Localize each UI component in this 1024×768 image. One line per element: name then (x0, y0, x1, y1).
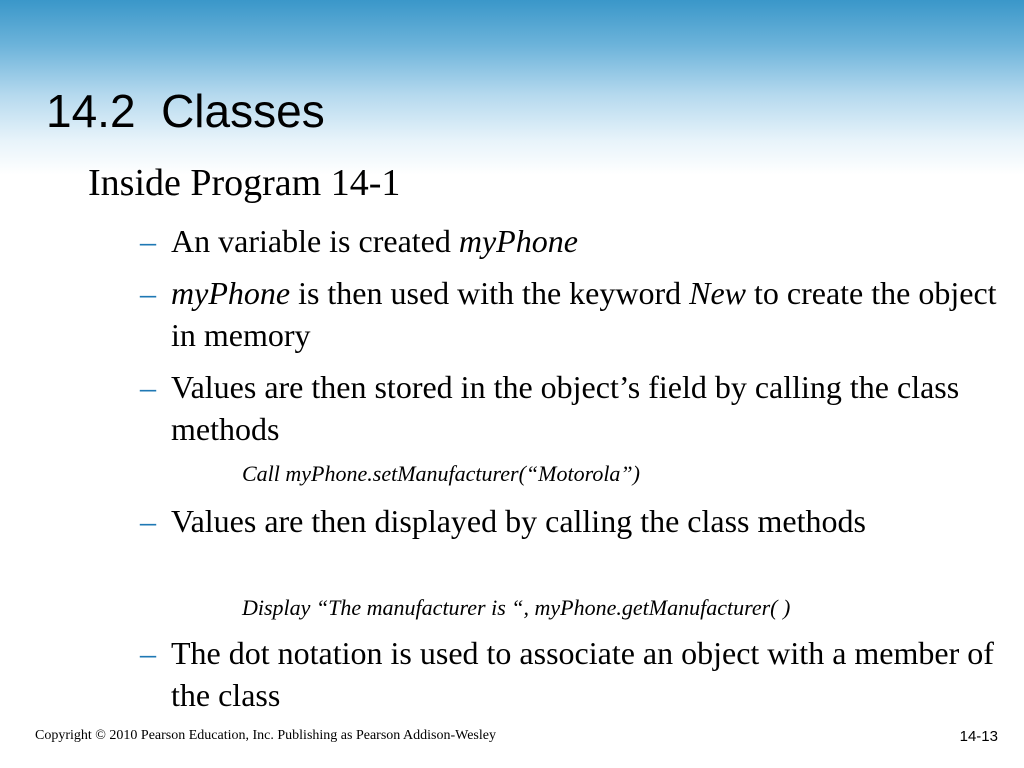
slide-heading: Inside Program 14-1 (88, 162, 401, 204)
bullet-text-part: to create the object in memory (171, 275, 997, 353)
bullet-text: Values are then displayed by calling the class methods (171, 503, 866, 539)
bullet-emphasis: myPhone (458, 223, 578, 259)
bullet-dash: – (140, 369, 156, 405)
bullet-emphasis: New (689, 275, 746, 311)
bullet-dash: – (140, 635, 156, 671)
bullet-text: Values are then stored in the object’s field by calling the class methods (171, 369, 960, 447)
bullet-dash: – (140, 223, 156, 259)
bullet-text-part: is then used with the keyword (290, 275, 690, 311)
bullet-dash: – (140, 275, 156, 311)
bullet-emphasis: myPhone (171, 275, 291, 311)
bullet-text: The dot notation is used to associate an object with a member of the class (171, 635, 994, 713)
bullet-item (140, 366, 1000, 450)
bullet-item (140, 632, 1000, 716)
bullet-text-part: An variable is created (171, 223, 459, 259)
bullet-dash: – (140, 503, 156, 539)
copyright-footer: Copyright © 2010 Pearson Education, Inc. Publishing as Pearson Addison-Wesley (35, 728, 496, 743)
bullet-item (140, 220, 1000, 262)
slide-title: 14.2 Classes (46, 85, 325, 137)
bullet-text (171, 272, 1000, 356)
bullet-item (140, 272, 1000, 356)
bullet-item (140, 500, 1000, 542)
bullet-text (171, 220, 1000, 262)
code-example: Call myPhone.setManufacturer(“Motorola”) (242, 461, 640, 486)
code-example: Display “The manufacturer is “, myPhone.getManufacturer( ) (242, 595, 791, 620)
page-number: 14-13 (959, 728, 998, 745)
